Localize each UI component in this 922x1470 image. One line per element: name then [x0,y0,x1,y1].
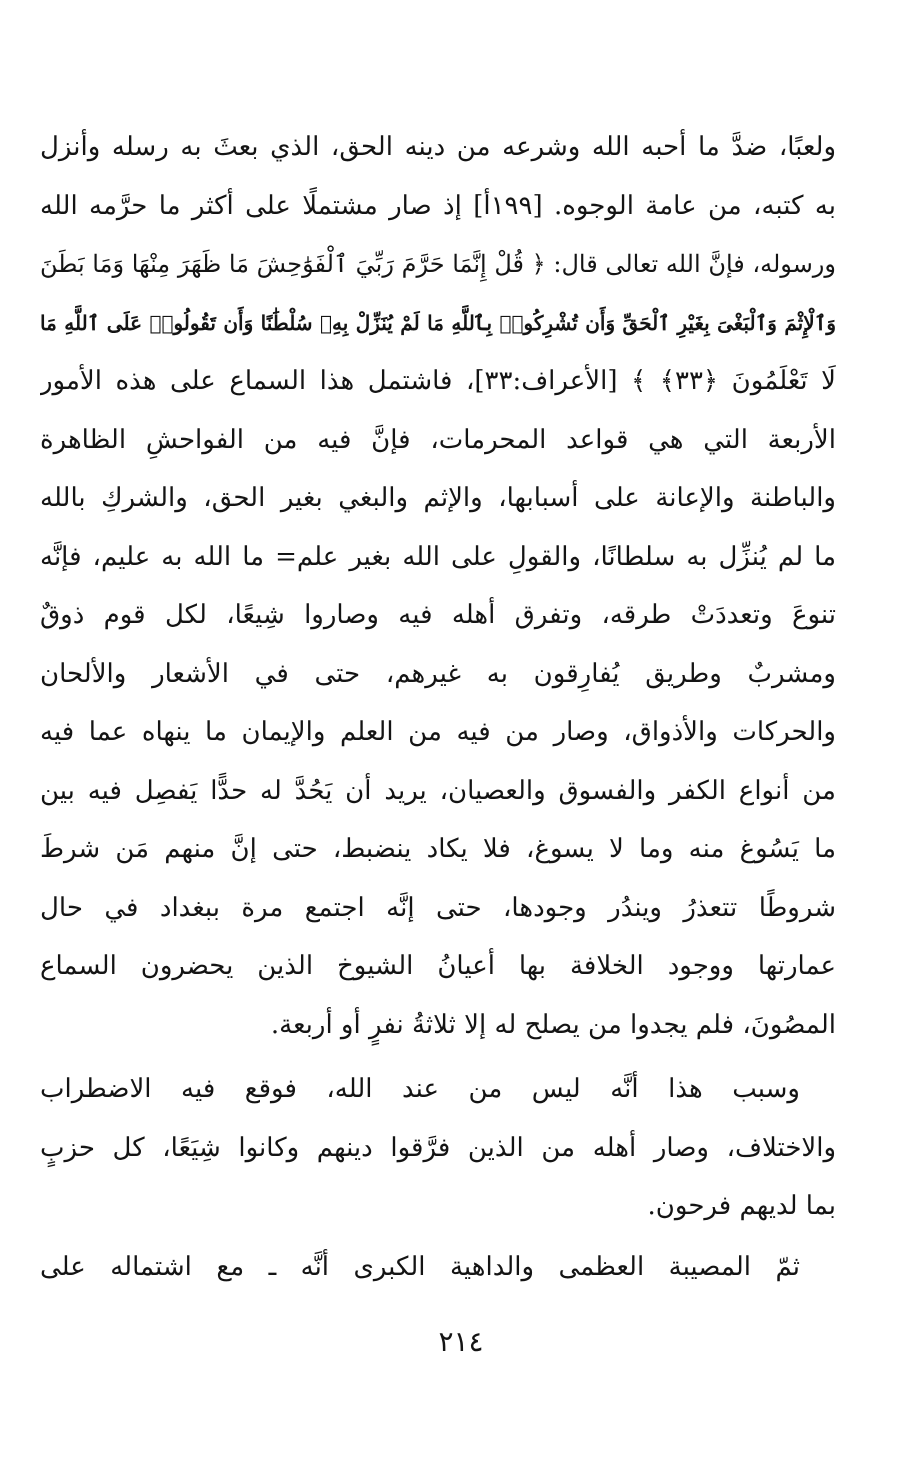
text-line: والباطنة والإعانة على أسبابها، والإثم والبغي بغير الحق، والشركِ بالله [40,483,836,513]
text-line: لَا تَعْلَمُونَ ﴿٣٣﴾ ﴾ [الأعراف:٣٣]، فاشتمل هذا السماع على هذه الأمور [40,366,836,396]
quran-verse-line: وَٱلْإِثْمَ وَٱلْبَغْىَ بِغَيْرِ ٱلْحَقِّ وَأَن تُشْرِكُوا۟ بِٱللَّهِ مَا لَمْ يُنَزِّلْ بِهِۦ سُلْطَٰنًا وَأَن تَقُولُوا۟ عَلَى ٱللَّهِ مَا [40,310,836,335]
text-line: ولعبًا، ضدَّ ما أحبه الله وشرعه من دينه الحق، الذي بعثَ به رسله وأنزل [40,132,836,162]
text-line: بما لديهم فرحون. [647,1191,836,1221]
text-line: عمارتها ووجود الخلافة بها أعيانُ الشيوخ الذين يحضرون السماع [40,951,836,981]
text-line: والاختلاف، وصار أهله من الذين فرَّقوا دينهم وكانوا شِيَعًا، كل حزبٍ [40,1132,836,1163]
text-line: به كتبه، من عامة الوجوه. [١٩٩أ] إذ صار مشتملًا على أكثر ما حرَّمه الله [40,190,836,221]
paragraph-3 [40,1238,836,1297]
text-line: تنوعَ وتعددَتْ طرقه، وتفرق أهله فيه وصاروا شِيعًا، لكل قوم ذوقٌ [40,600,836,630]
text-line: الأربعة التي هي قواعد المحرمات، فإنَّ فيه من الفواحشِ الظاهرة [40,424,836,455]
text-line: والحركات والأذواق، وصار من فيه من العلم والإيمان ما ينهاه عما فيه [40,717,836,747]
paragraph-2 [40,1060,836,1236]
text-line: ورسوله، فإنَّ الله تعالى قال: ﴿ قُلْ إِنَّمَا حَرَّمَ رَبِّيَ ٱلْفَوَٰحِشَ مَا ظَهَرَ مِنْهَا وَمَا بَطَنَ [40,250,836,278]
text-line: ما يَسُوغ منه وما لا يسوغ، فلا يكاد ينضبط، حتى إنَّ منهم مَن شرطَ [40,834,836,864]
page-number: ٢١٤ [438,1325,484,1358]
text-line: ومشربٌ وطريق يُفارِقون به غيرهم، حتى في الأشعار والألحان [40,658,836,689]
text-line: شروطًا تتعذرُ ويندُر وجودها، حتى إنَّه اجتمع مرة ببغداد في حال [40,892,836,923]
paragraph-1 [40,118,836,1054]
text-line: وسبب هذا أنَّه ليس من عند الله، فوقع فيه الاضطراب [40,1074,800,1104]
text-line: ثمّ المصيبة العظمى والداهية الكبرى أنَّه ـ مع اشتماله على [40,1252,800,1282]
text-line: المصُونَ، فلم يجدوا من يصلح له إلا ثلاثةُ نفرٍ أو أربعة. [270,1009,836,1040]
text-line: من أنواع الكفر والفسوق والعصيان، يريد أن يَحُدَّ له حدًّا يَفصِل فيه بين [40,775,836,806]
text-line: ما لم يُنزِّل به سلطانًا، والقولِ على الله بغير علم= ما الله به عليم، فإنَّه [40,541,836,572]
